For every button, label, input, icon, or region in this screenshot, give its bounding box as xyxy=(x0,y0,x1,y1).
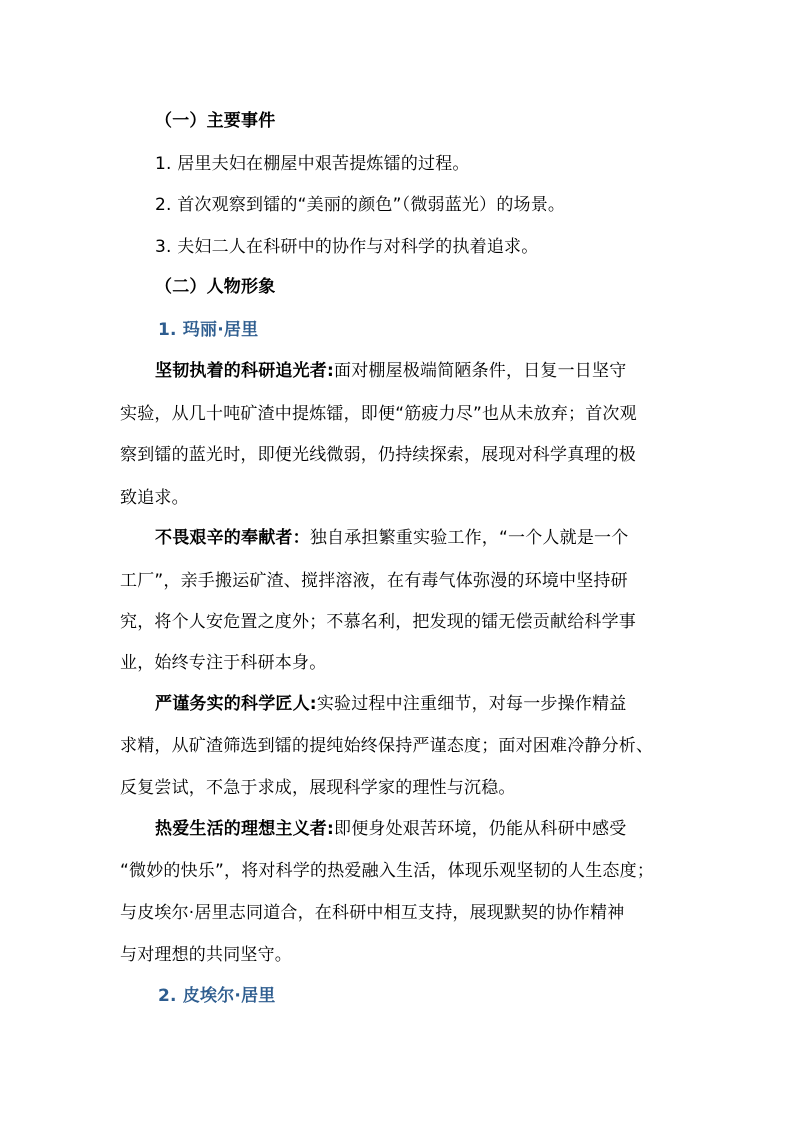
section-heading-main-events: （一）主要事件 xyxy=(155,111,276,131)
section-heading-characters: （二）人物形象 xyxy=(155,277,276,297)
paragraph-text: 即便身处艰苦环境，仍能从科研中感受 xyxy=(334,819,627,839)
paragraph-line xyxy=(155,356,626,381)
trait-label: 不畏艰辛的奉献者： xyxy=(155,528,310,548)
paragraph-line: “微妙的快乐”，将对科学的热爱融入生活，体现乐观坚韧的人生态度； xyxy=(120,861,655,881)
paragraph-line: 求精，从矿渣筛选到镭的提纯始终保持严谨态度；面对困难冷静分析、 xyxy=(120,736,654,756)
paragraph-line: 业，始终专注于科研本身。 xyxy=(120,653,327,673)
paragraph-line: 与对理想的共同坚守。 xyxy=(120,945,292,965)
trait-label: 严谨务实的科学匠人: xyxy=(155,694,317,714)
trait-label: 坚韧执着的科研追光者: xyxy=(155,361,334,381)
paragraph-line: 实验，从几十吨矿渣中提炼镭，即便“筋疲力尽”也从未放弃；首次观 xyxy=(120,404,637,424)
paragraph-line: 与皮埃尔·居里志同道合，在科研中相互支持，展现默契的协作精神 xyxy=(120,903,625,923)
paragraph-line: 致追求。 xyxy=(120,488,189,508)
paragraph-line: 工厂”，亲手搬运矿渣、搅拌溶液，在有毒气体弥漫的环境中坚持研 xyxy=(120,571,628,591)
paragraph-line xyxy=(155,814,626,839)
subheading-pierre-curie: 2. 皮埃尔·居里 xyxy=(158,986,276,1006)
event-item-3: 3. 夫妇二人在科研中的协作与对科学的执着追求。 xyxy=(155,237,539,257)
subheading-marie-curie: 1. 玛丽·居里 xyxy=(158,320,259,340)
paragraph-line: 反复尝试，不急于求成，展现科学家的理性与沉稳。 xyxy=(120,778,516,798)
event-item-1: 1. 居里夫妇在棚屋中艰苦提炼镭的过程。 xyxy=(155,154,470,174)
paragraph-line: 察到镭的蓝光时，即便光线微弱，仍持续探索，展现对科学真理的极 xyxy=(120,445,636,465)
event-item-2: 2. 首次观察到镭的“美丽的颜色”（微弱蓝光）的场景。 xyxy=(155,195,566,215)
paragraph-line xyxy=(155,689,626,714)
paragraph-text: 实验过程中注重细节，对每一步操作精益 xyxy=(316,694,627,714)
paragraph-line xyxy=(155,523,628,548)
paragraph-text: 面对棚屋极端简陋条件，日复一日坚守 xyxy=(334,361,627,381)
trait-label: 热爱生活的理想主义者: xyxy=(155,819,334,839)
paragraph-line: 究，将个人安危置之度外；不慕名利，把发现的镭无偿贡献给科学事 xyxy=(120,612,636,632)
paragraph-text: 独自承担繁重实验工作，“一个人就是一个 xyxy=(309,528,629,548)
